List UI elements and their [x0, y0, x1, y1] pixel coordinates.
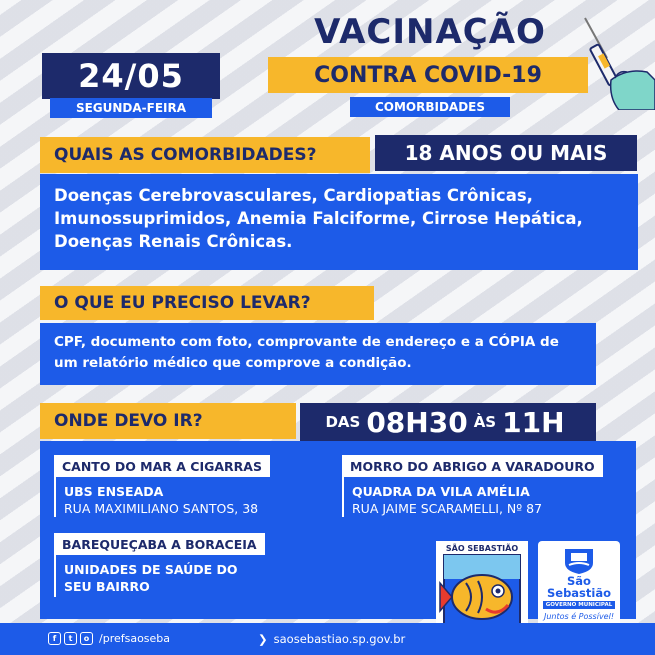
hours-from: DAS — [325, 413, 361, 431]
twitter-icon[interactable]: t — [64, 632, 77, 645]
hours-to: ÀS — [473, 413, 497, 431]
page-title: VACINAÇÃO — [314, 12, 546, 52]
location-region-1: CANTO DO MAR A CIGARRAS — [54, 455, 270, 477]
page-subtitle: CONTRA COVID-19 — [268, 57, 588, 93]
date-text: 24/05 — [78, 57, 184, 95]
location-address-2: RUA JAIME SCARAMELLI, Nº 87 — [352, 501, 543, 516]
comorbidities-heading: QUAIS AS COMORBIDADES? — [40, 137, 370, 173]
location-name-2: QUADRA DA VILA AMÉLIA — [352, 484, 530, 499]
category-tag: COMORBIDADES — [350, 97, 510, 117]
documents-text: CPF, documento com foto, comprovante de endereço e a CÓPIA de um relatório médico que comprove a condição. — [40, 323, 596, 385]
hours-end: 11H — [502, 405, 565, 439]
syringe-icon — [575, 10, 655, 110]
location-region-2: MORRO DO ABRIGO A VARADOURO — [342, 455, 603, 477]
location-3 — [64, 561, 238, 595]
location-region-3: BAREQUEÇABA A BORACEIA — [54, 533, 265, 555]
age-badge: 18 ANOS OU MAIS — [375, 135, 637, 171]
footer — [0, 623, 655, 655]
gov-city-line-1: São — [567, 574, 591, 588]
hours-start: 08H30 — [366, 405, 468, 439]
where-heading: ONDE DEVO IR? — [40, 403, 296, 439]
gov-slogan: Juntos é Possível! — [543, 612, 615, 621]
location-name-3: UNIDADES DE SAÚDE DO — [64, 562, 238, 577]
location-address-3: SEU BAIRRO — [64, 579, 150, 594]
instagram-icon[interactable]: o — [80, 632, 93, 645]
weekday-badge — [50, 98, 212, 118]
gov-label: GOVERNO MUNICIPAL — [543, 601, 615, 609]
chevron-right-icon: ❯ — [258, 632, 268, 646]
weekday-text: SEGUNDA-FEIRA — [75, 101, 187, 115]
location-1 — [64, 483, 258, 517]
crest-top-text: SÃO SEBASTIÃO — [445, 544, 519, 553]
documents-heading: O QUE EU PRECISO LEVAR? — [40, 286, 374, 320]
date-badge — [42, 53, 220, 99]
location-address-1: RUA MAXIMILIANO SANTOS, 38 — [64, 501, 259, 516]
location-name-1: UBS ENSEADA — [64, 484, 164, 499]
social-links[interactable] — [48, 632, 170, 645]
fish-crest-icon — [436, 553, 528, 631]
gov-city-line-2: Sebastião — [546, 586, 612, 600]
hours-badge — [300, 403, 596, 441]
website-link[interactable] — [258, 632, 405, 646]
comorbidities-list: Doenças Cerebrovasculares, Cardiopatias Crônicas, Imunossuprimidos, Anemia Falciforme, Cirrose Hepática, Doenças Renais Crônicas. — [40, 174, 638, 270]
facebook-icon[interactable]: f — [48, 632, 61, 645]
location-2 — [352, 483, 542, 517]
city-emblem-icon — [559, 545, 599, 575]
website-text[interactable]: saosebastiao.sp.gov.br — [273, 632, 406, 646]
social-handle[interactable]: /prefsaoseba — [99, 632, 171, 645]
